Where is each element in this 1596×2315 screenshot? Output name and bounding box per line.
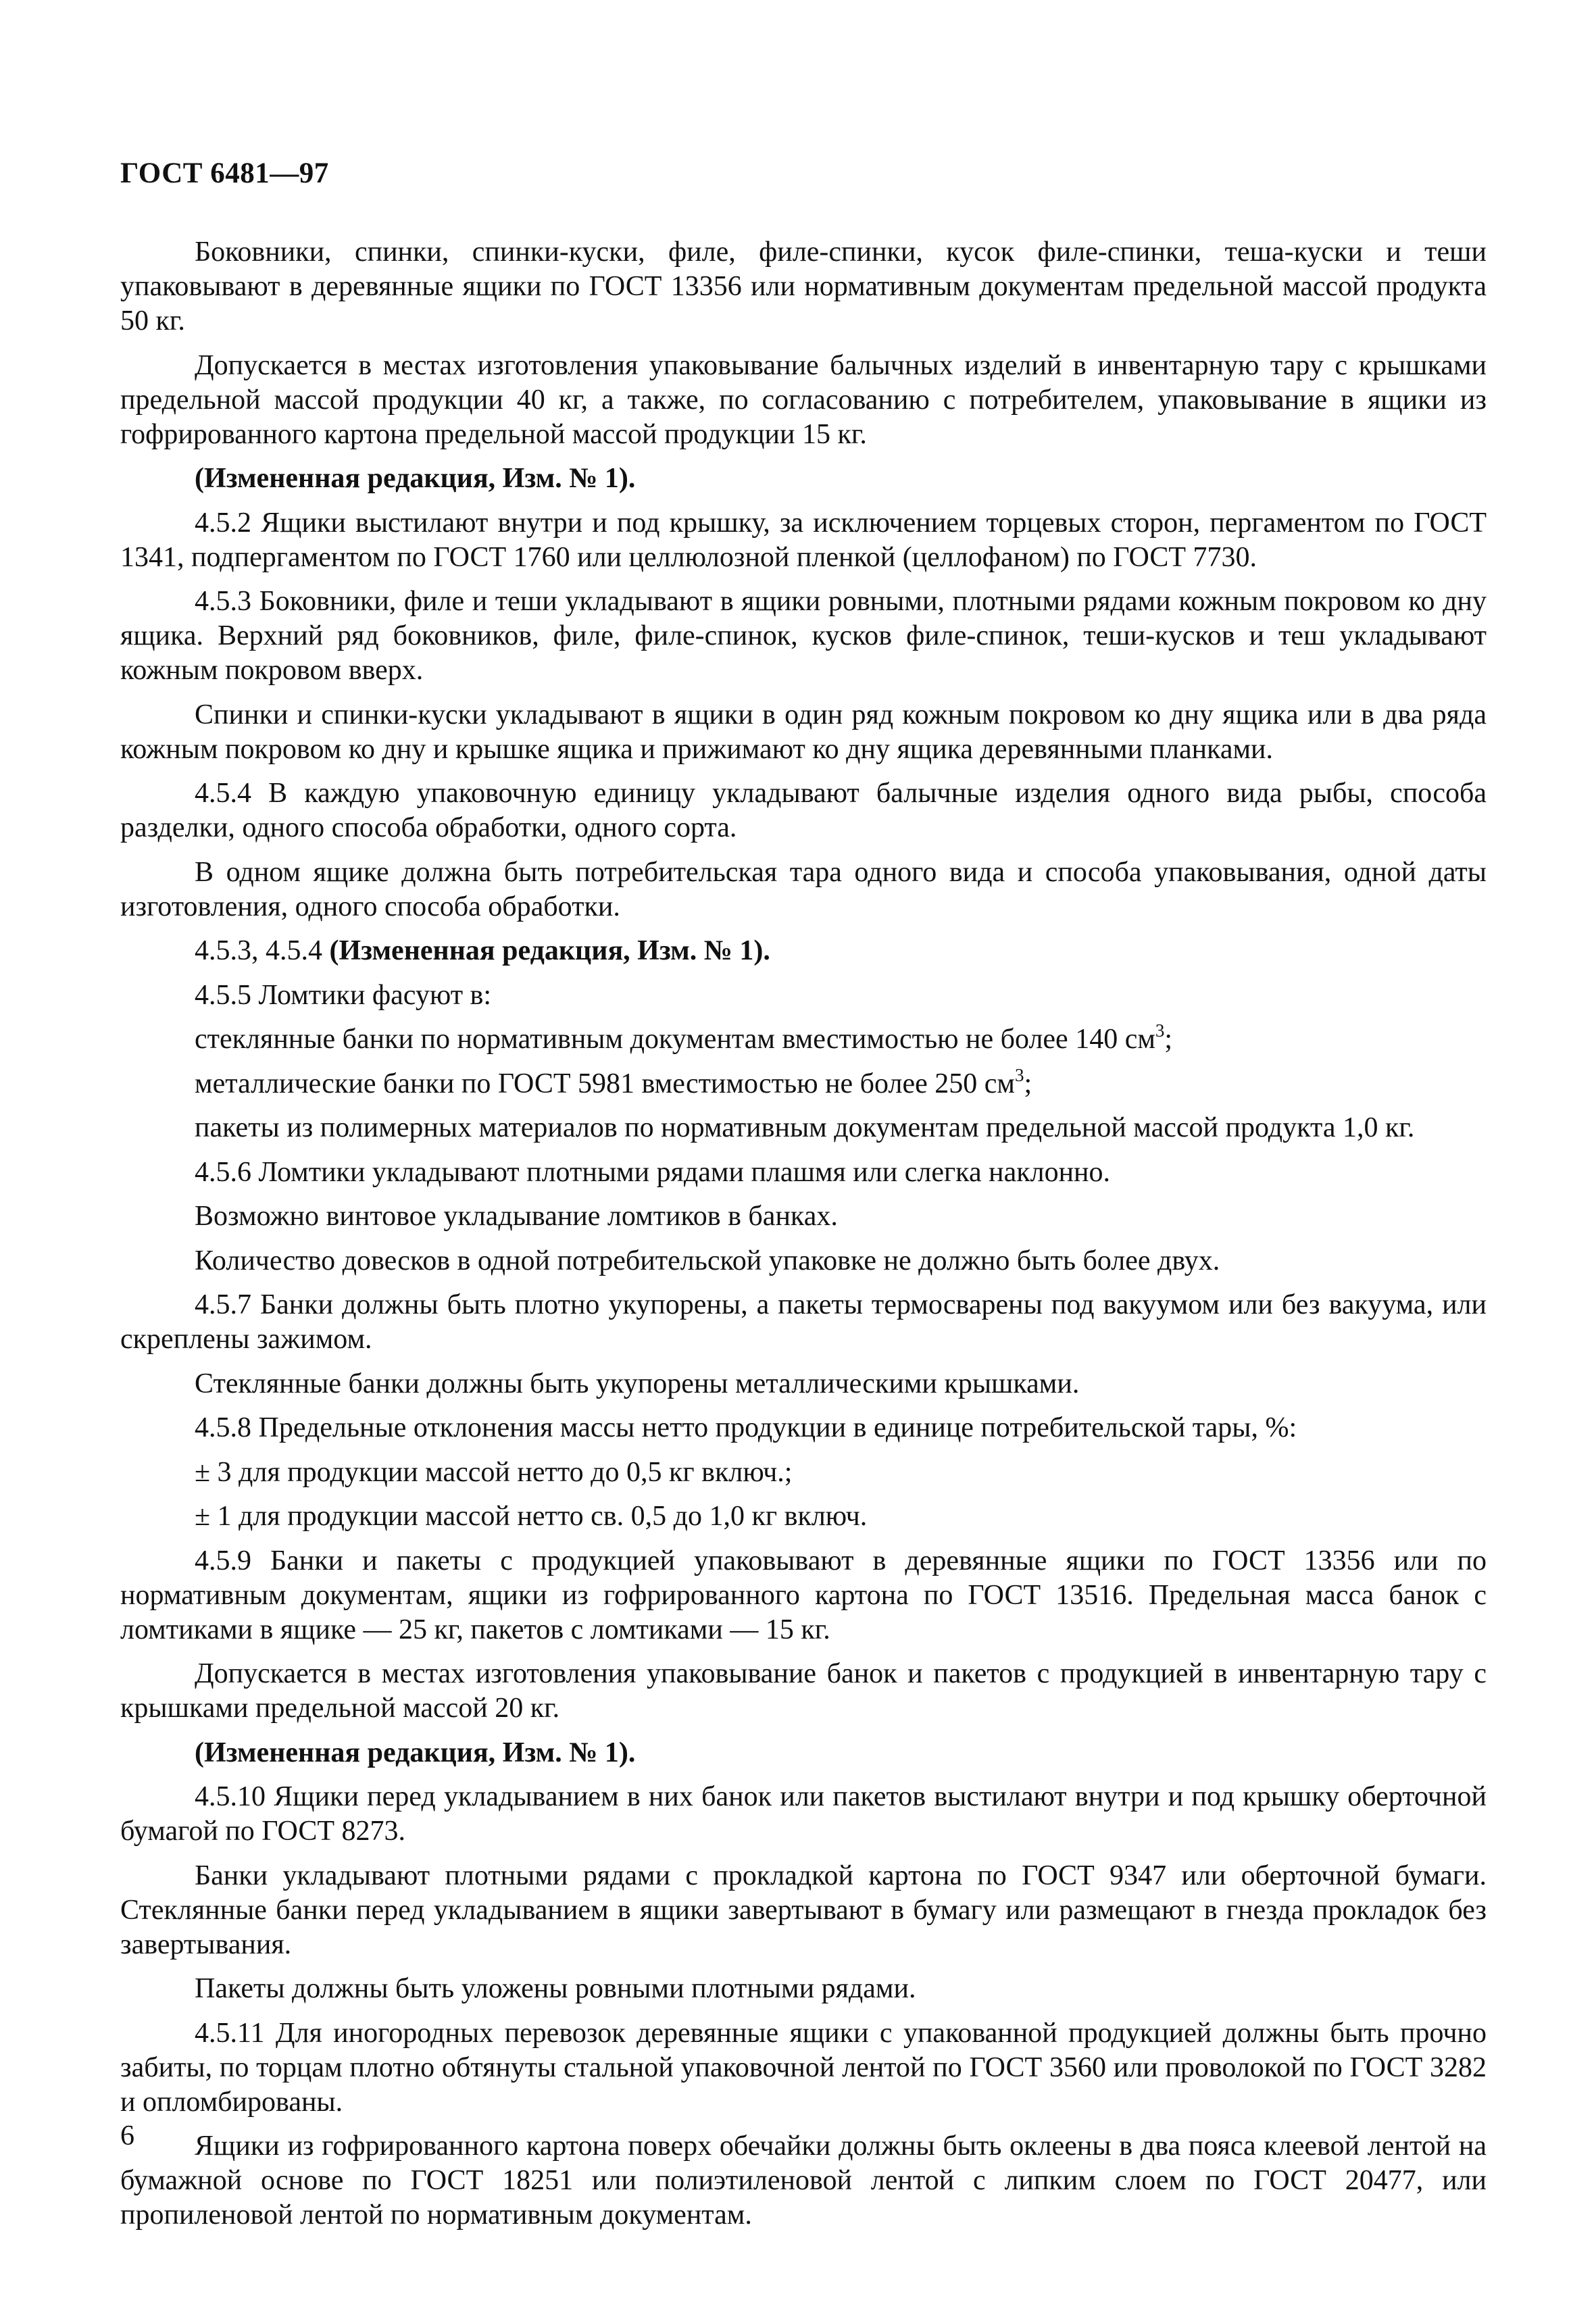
clause-4-5-11: 4.5.11 Для иногородных перевозок деревянные ящики с упакованной продукцией должны быть прочно забиты, по торцам плотно обтянуты стальной упаковочной лентой по ГОСТ 3560 или проволокой по ГОСТ 3282 и опломбированы.	[120, 2017, 1487, 2118]
paragraph-cardboard-taping: Ящики из гофрированного картона поверх обечайки должны быть оклеены в два пояса клеевой лентой на бумажной основе по ГОСТ 18251 или полиэтиленовой лентой с липким слоем по ГОСТ 20477, или пропиленовой лентой по нормативным документам.	[120, 2131, 1487, 2231]
clause-4-5-5: 4.5.5 Ломтики фасуют в:	[195, 979, 492, 1011]
page-number: 6	[120, 2120, 134, 2151]
list-item-metal-cans	[120, 1064, 1487, 1101]
superscript: 3	[1155, 1020, 1165, 1041]
clause-4-5-9: 4.5.9 Банки и пакеты с продукцией упаковывают в деревянные ящики по ГОСТ 13356 или по нормативным документам, ящики из гофрированного картона по ГОСТ 13516. Предельная масса банок с ломтиками в ящике — 25 кг, пакетов с ломтиками — 15 кг.	[120, 1545, 1487, 1645]
clause-4-5-10: 4.5.10 Ящики перед укладыванием в них банок или пакетов выстилают внутри и под крышку оберточной бумагой по ГОСТ 8273.	[120, 1781, 1487, 1847]
list-item-suffix: ;	[1024, 1068, 1032, 1099]
superscript: 3	[1014, 1064, 1024, 1085]
tolerance-item-1: ± 3 для продукции массой нетто до 0,5 кг включ.;	[195, 1456, 793, 1488]
paragraph-bag-packing: Пакеты должны быть уложены ровными плотными рядами.	[195, 1973, 916, 2004]
tolerance-item-2: ± 1 для продукции массой нетто св. 0,5 до 1,0 кг включ.	[195, 1501, 868, 1532]
amendment-note-text: (Измененная редакция, Изм. № 1).	[195, 1737, 636, 1768]
paragraph-boxing-weights: Боковники, спинки, спинки-куски, филе, филе-спинки, кусок филе-спинки, теша-куски и теши упаковывают в деревянные ящики по ГОСТ 13356 или нормативным документам предельной массой продукта 50 кг.	[120, 237, 1487, 337]
clause-4-5-8: 4.5.8 Предельные отклонения массы нетто продукции в единице потребительской тары, %:	[195, 1412, 1297, 1443]
clause-4-5-6: 4.5.6 Ломтики укладывают плотными рядами плашмя или слегка наклонно.	[195, 1156, 1111, 1188]
paragraph-jar-packing: Банки укладывают плотными рядами с прокладкой картона по ГОСТ 9347 или оберточной бумаги. Стеклянные банки перед укладыванием в ящики завертывают в бумагу или размещают в гнезда прокладок без завертывания.	[120, 1860, 1487, 1960]
paragraph-spinki-packing: Спинки и спинки-куски укладывают в ящики в один ряд кожным покровом ко дну ящика или в два ряда кожным покровом ко дну и крышке ящика и прижимают ко дну ящика деревянными планками.	[120, 699, 1487, 765]
document-body	[120, 235, 1487, 2243]
paragraph-spiral-packing: Возможно винтовое укладывание ломтиков в банках.	[195, 1201, 838, 1232]
list-item-text: стеклянные банки по нормативным документам вместимостью не более 140 см	[195, 1024, 1155, 1055]
document-header: ГОСТ 6481—97	[120, 157, 329, 189]
amendment-note	[120, 462, 1487, 496]
amendment-note-4-5-3-4-5-4	[120, 934, 1487, 968]
paragraph-reusable-containers-2: Допускается в местах изготовления упаковывание банок и пакетов с продукцией в инвентарную тару с крышками предельной массой 20 кг.	[120, 1658, 1487, 1724]
amendment-prefix: 4.5.3, 4.5.4	[195, 935, 330, 966]
list-item-glass-jars	[120, 1022, 1487, 1057]
list-item-polymer-bags: пакеты из полимерных материалов по нормативным документам предельной массой продукта 1,0 кг.	[195, 1112, 1415, 1143]
paragraph-reusable-containers: Допускается в местах изготовления упаковывание балычных изделий в инвентарную тару с крышками предельной массой продукции 40 кг, а также, по согласованию с потребителем, упаковывание в ящики из гофрированного картона предельной массой продукции 15 кг.	[120, 349, 1487, 450]
paragraph-same-kind-container: В одном ящике должна быть потребительская тара одного вида и способа упаковывания, одной даты изготовления, одного способа обработки.	[120, 856, 1487, 922]
list-item-text: металлические банки по ГОСТ 5981 вместимостью не более 250 см	[195, 1068, 1015, 1099]
list-item-suffix: ;	[1164, 1024, 1173, 1055]
amendment-note-2	[120, 1736, 1487, 1770]
amendment-note-text: (Измененная редакция, Изм. № 1).	[195, 463, 636, 494]
paragraph-extra-pieces: Количество довесков в одной потребительской упаковке не должно быть более двух.	[195, 1245, 1220, 1276]
clause-4-5-2: 4.5.2 Ящики выстилают внутри и под крышку, за исключением торцевых сторон, пергаментом по ГОСТ 1341, подпергаментом по ГОСТ 1760 или целлюлозной пленкой (целлофаном) по ГОСТ 7730.	[120, 507, 1487, 573]
clause-4-5-4: 4.5.4 В каждую упаковочную единицу укладывают балычные изделия одного вида рыбы, способа разделки, одного способа обработки, одного сорта.	[120, 778, 1487, 843]
clause-4-5-7: 4.5.7 Банки должны быть плотно укупорены, а пакеты термосварены под вакуумом или без вакуума, или скреплены зажимом.	[120, 1289, 1487, 1355]
clause-4-5-3: 4.5.3 Боковники, филе и теши укладывают в ящики ровными, плотными рядами кожным покровом ко дну ящика. Верхний ряд боковников, филе, филе-спинок, кусков филе-спинок, теши-кусков и теш укладывают кожным покровом вверх.	[120, 586, 1487, 686]
amendment-note-text: (Измененная редакция, Изм. № 1).	[329, 935, 770, 966]
paragraph-glass-lids: Стеклянные банки должны быть укупорены металлическими крышками.	[195, 1368, 1080, 1399]
